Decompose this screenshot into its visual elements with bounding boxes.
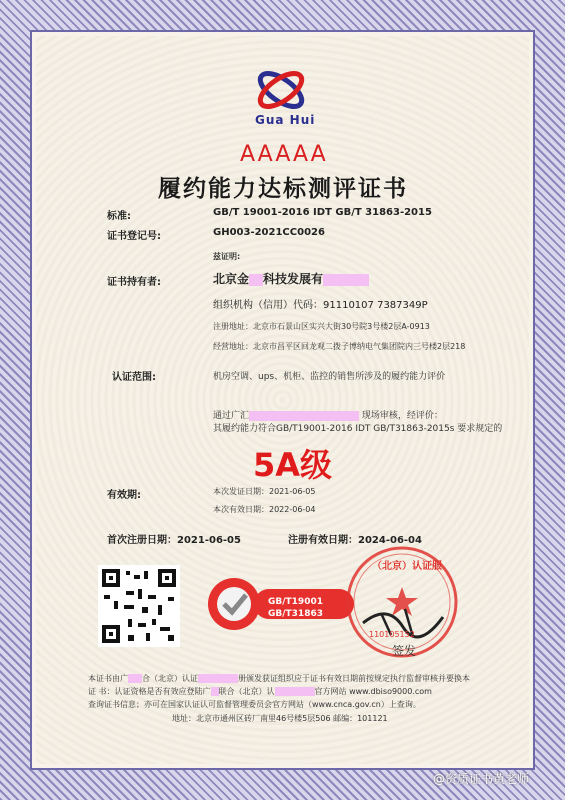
redaction [275,687,315,696]
footer-line2-a: 证 书：认证资格是否有效应登陆广 [88,687,211,696]
level-value: 5A级 [253,446,333,484]
standard-value: GB/T 19001-2016 IDT GB/T 31863-2015 [213,207,432,218]
holder-name [213,270,369,287]
reg-no-value: GH003-2021CC0026 [213,227,325,238]
operating-address: 经营地址：北京市昌平区回龙观二拨子博纳电气集团院内三号楼2层218 [213,342,466,351]
first-reg-label: 首次注册日期： [107,535,177,546]
first-reg-value: 2021-06-05 [177,535,241,546]
redaction [211,687,219,696]
footer-line4: 地址：北京市通州区砖厂南里46号楼5层506 邮编：101121 [172,714,388,723]
holder-label: 证书持有者: [107,277,161,288]
reg-no-label: 证书登记号: [107,231,161,242]
brand-name: Gua Hui [255,113,316,127]
validity-label: 有效期: [107,490,141,501]
footer-line1-b: 合（北京）认证 [142,674,198,683]
guahui-logo-icon [250,62,312,118]
footer-line3: 查询证书信息；亦可在国家认证认可监督管理委员会官方网站（www.cnca.gov.cn）上查询。 [88,700,421,709]
footer-line1-c: 册颁发获证组织应于证书有效日期前按规定执行监督审核并要换本 [238,674,470,683]
badge-line2: GB/T31863 [268,609,323,619]
standard-label: 标准: [107,211,131,222]
sign-label: 签发 [392,644,417,658]
badge-line1: GB/T19001 [268,597,323,607]
expire-date: 本次有效日期：2022-06-04 [213,505,316,514]
footer-line1-a: 本证书由广 [88,674,128,683]
redaction [128,674,142,683]
reg-expire-label: 注册有效日期： [288,535,358,546]
footer-line2-b: 联合（北京）认 [218,687,275,696]
statement-line1-a: 通过广汇 [213,411,250,421]
scope-value: 机房空调、ups、机柜、监控的销售所涉及的履约能力评价 [213,372,446,382]
registered-address: 注册地址：北京市石景山区实兴大街30号院3号楼2层A-0913 [213,322,430,331]
issue-date: 本次发证日期：2021-06-05 [213,487,316,496]
reg-expire-value: 2024-06-04 [358,535,422,546]
org-code: 组织机构（信用）代码：91110107 7387349P [213,300,428,311]
redaction [323,274,369,286]
first-reg [107,531,241,546]
holder-name-part1: 北京金 [213,272,250,286]
holder-name-part2: 科技发展有 [263,272,324,286]
grade-title: AAAAA [240,142,328,167]
footer-line2-c: 官方网站 www.dbiso9000.com [314,687,432,696]
statement-line1-b: 现场审核，经评价： [361,411,443,421]
qr-code-icon [98,565,180,647]
certificate-title: 履约能力达标测评证书 [158,176,408,202]
redaction [198,674,238,683]
redaction [249,411,359,421]
statement-line1 [213,408,443,421]
redaction [249,274,263,286]
seal-arc-text: （北京）认证服 [372,561,442,572]
scope-label: 认证范围: [112,372,156,383]
footer-line2 [88,686,432,697]
approval-label: 兹证明: [213,252,241,261]
watermark: @资质证书黄老师 [433,772,530,786]
seal-number: 110105152 [369,630,415,639]
footer-line1 [88,673,470,684]
statement-line2: 其履约能力符合GB/T19001-2016 IDT GB/T31863-2015s 要求规定的 [213,424,503,434]
